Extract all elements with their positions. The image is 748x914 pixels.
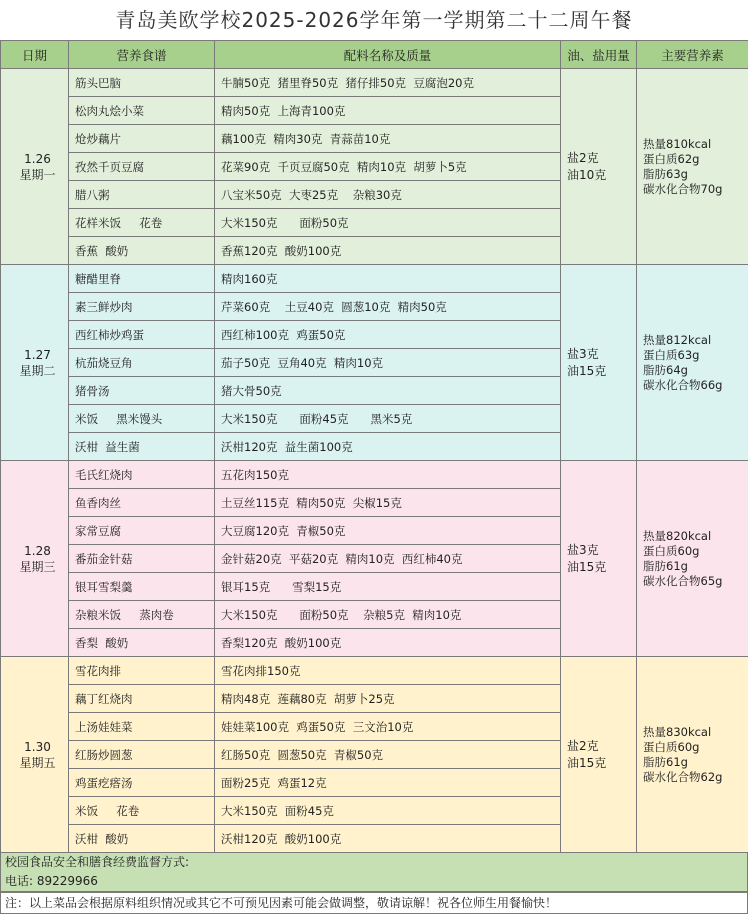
ingredients: 土豆丝115克 精肉50克 尖椒15克 [215,489,561,517]
oil-amount: 油15克 [567,559,636,576]
ingredients: 西红柿100克 鸡蛋50克 [215,321,561,349]
dish-name: 红肠炒圆葱 [69,741,215,769]
day-date-cell [1,265,69,461]
nutrition-item: 脂肪63g [643,167,748,182]
menu-table [0,40,748,853]
ingredients: 大米150克 面粉45克 [215,797,561,825]
dish-name: 腊八粥 [69,181,215,209]
day-weekday: 星期三 [7,559,68,575]
day-weekday: 星期五 [7,755,68,771]
ingredients: 红肠50克 圆葱50克 青椒50克 [215,741,561,769]
nutrition-item: 蛋白质60g [643,740,748,755]
nutrition-item: 蛋白质60g [643,544,748,559]
dish-name: 猪骨汤 [69,377,215,405]
dish-name: 筋头巴脑 [69,69,215,97]
nutrition-item: 碳水化合物66g [643,378,748,393]
nutrition-item: 热量812kcal [643,333,748,348]
footer-note: 注：以上菜品会根据原料组织情况或其它不可预见因素可能会做调整，敬请谅解！祝各位师生用餐愉快！ [0,892,748,914]
day-date: 1.28 [7,543,68,559]
ingredients: 精肉48克 莲藕80克 胡萝卜25克 [215,685,561,713]
ingredients: 银耳15克 雪梨15克 [215,573,561,601]
salt-amount: 盐3克 [567,346,636,363]
dish-name: 番茄金针菇 [69,545,215,573]
nutrition-item: 热量810kcal [643,137,748,152]
day-weekday: 星期一 [7,167,68,183]
dish-name: 糖醋里脊 [69,265,215,293]
dish-name: 藕丁红烧肉 [69,685,215,713]
dish-name: 毛氏红烧肉 [69,461,215,489]
menu-row [1,657,748,685]
day-date: 1.26 [7,151,68,167]
salt-amount: 盐2克 [567,738,636,755]
menu-row [1,265,748,293]
nutrition-item: 脂肪61g [643,559,748,574]
dish-name: 米饭 花卷 [69,797,215,825]
nutrition-cell [637,461,748,657]
ingredients: 娃娃菜100克 鸡蛋50克 三文治10克 [215,713,561,741]
ingredients: 大米150克 面粉50克 [215,209,561,237]
phone-number: 电话: 89229966 [5,872,747,891]
day-date-cell [1,461,69,657]
dish-name: 鸡蛋疙瘩汤 [69,769,215,797]
ingredients: 大豆腐120克 青椒50克 [215,517,561,545]
menu-row [1,69,748,97]
ingredients: 猪大骨50克 [215,377,561,405]
dish-name: 香蕉 酸奶 [69,237,215,265]
dish-name: 松肉丸烩小菜 [69,97,215,125]
dish-name: 素三鲜炒肉 [69,293,215,321]
dish-name: 鱼香肉丝 [69,489,215,517]
ingredients: 香梨120克 酸奶100克 [215,629,561,657]
oil-salt-cell [561,69,637,265]
dish-name: 上汤娃娃菜 [69,713,215,741]
header-row [1,41,748,69]
dish-name: 炝炒藕片 [69,125,215,153]
header-dish: 营养食谱 [69,41,215,69]
dish-name: 花样米饭 花卷 [69,209,215,237]
day-date-cell [1,657,69,853]
ingredients: 五花肉150克 [215,461,561,489]
dish-name: 孜然千页豆腐 [69,153,215,181]
salt-amount: 盐2克 [567,150,636,167]
nutrition-item: 蛋白质62g [643,152,748,167]
ingredients: 沃柑120克 酸奶100克 [215,825,561,853]
footer-supervision [0,853,748,872]
dish-name: 家常豆腐 [69,517,215,545]
nutrition-item: 蛋白质63g [643,348,748,363]
ingredients: 沃柑120克 益生菌100克 [215,433,561,461]
header-ingredients: 配料名称及质量 [215,41,561,69]
nutrition-cell [637,265,748,461]
ingredients: 香蕉120克 酸奶100克 [215,237,561,265]
ingredients: 雪花肉排150克 [215,657,561,685]
dish-name: 米饭 黑米馒头 [69,405,215,433]
header-date: 日期 [1,41,69,69]
ingredients: 牛腩50克 猪里脊50克 猪仔排50克 豆腐泡20克 [215,69,561,97]
oil-amount: 油15克 [567,363,636,380]
nutrition-item: 热量820kcal [643,529,748,544]
ingredients: 藕100克 精肉30克 青蒜苗10克 [215,125,561,153]
nutrition-item: 脂肪61g [643,755,748,770]
ingredients: 大米150克 面粉45克 黑米5克 [215,405,561,433]
oil-amount: 油10克 [567,167,636,184]
dish-name: 杂粮米饭 蒸肉卷 [69,601,215,629]
dish-name: 银耳雪梨羹 [69,573,215,601]
menu-row [1,461,748,489]
ingredients: 八宝米50克 大枣25克 杂粮30克 [215,181,561,209]
ingredients: 金针菇20克 平菇20克 精肉10克 西红柿40克 [215,545,561,573]
nutrition-item: 碳水化合物70g [643,182,748,197]
nutrition-item: 热量830kcal [643,725,748,740]
nutrition-cell [637,657,748,853]
dish-name: 香梨 酸奶 [69,629,215,657]
dish-name: 沃柑 酸奶 [69,825,215,853]
dish-name: 西红柿炒鸡蛋 [69,321,215,349]
day-date-cell [1,69,69,265]
header-nutrition: 主要营养素 [637,41,748,69]
day-date: 1.27 [7,347,68,363]
ingredients: 面粉25克 鸡蛋12克 [215,769,561,797]
page-title: 青岛美欧学校2025-2026学年第一学期第二十二周午餐 [0,0,748,40]
footer-phone [0,872,748,892]
oil-salt-cell [561,461,637,657]
day-date: 1.30 [7,739,68,755]
nutrition-item: 碳水化合物65g [643,574,748,589]
nutrition-cell [637,69,748,265]
ingredients: 茄子50克 豆角40克 精肉10克 [215,349,561,377]
nutrition-item: 脂肪64g [643,363,748,378]
ingredients: 精肉160克 [215,265,561,293]
oil-salt-cell [561,265,637,461]
nutrition-item: 碳水化合物62g [643,770,748,785]
salt-amount: 盐3克 [567,542,636,559]
dish-name: 沃柑 益生菌 [69,433,215,461]
supervision-label: 校园食品安全和膳食经费监督方式: [5,853,747,872]
dish-name: 杭茄烧豆角 [69,349,215,377]
oil-salt-cell [561,657,637,853]
ingredients: 大米150克 面粉50克 杂粮5克 精肉10克 [215,601,561,629]
oil-amount: 油15克 [567,755,636,772]
day-weekday: 星期二 [7,363,68,379]
ingredients: 芹菜60克 土豆40克 圆葱10克 精肉50克 [215,293,561,321]
ingredients: 精肉50克 上海青100克 [215,97,561,125]
header-oil-salt: 油、盐用量 [561,41,637,69]
dish-name: 雪花肉排 [69,657,215,685]
ingredients: 花菜90克 千页豆腐50克 精肉10克 胡萝卜5克 [215,153,561,181]
